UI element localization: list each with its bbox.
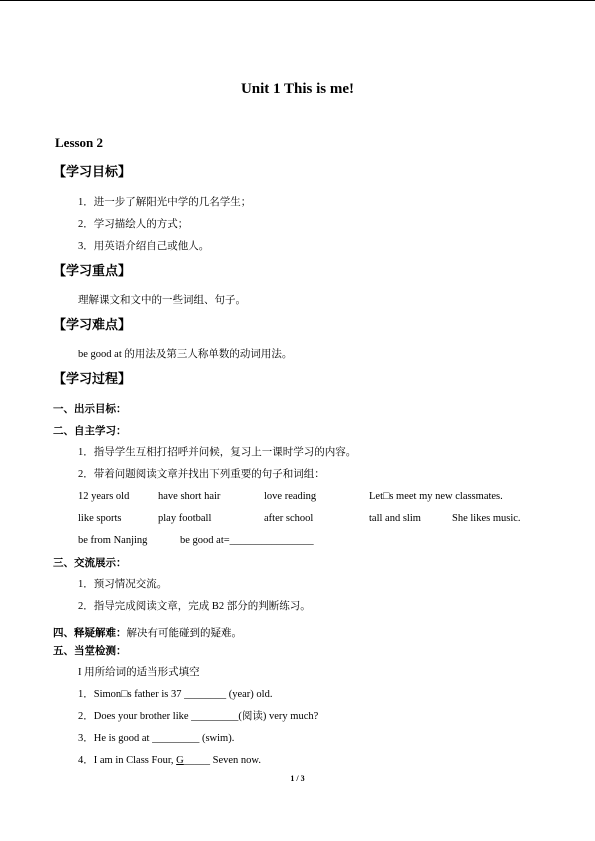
document-title: Unit 1 This is me! [240, 81, 355, 97]
section-2-label: 二、自主学习： [53, 425, 127, 437]
exercise-item [78, 756, 261, 767]
phrase: like sports [78, 513, 122, 524]
lesson-label: Lesson 2 [55, 135, 104, 150]
page-number: 1 / 3 [290, 774, 305, 783]
exercise-item: 3．He is good at _________ (swim). [78, 733, 235, 744]
section-5-label: 五、当堂检测： [53, 645, 127, 657]
section-2-item: 2．带着问题阅读文章并找出下列重要的句子和词组： [78, 469, 325, 480]
exercise-4-prefix: 4．I am in Class Four, [78, 755, 177, 766]
exercise-heading: I 用所给词的适当形式填空 [78, 667, 200, 678]
section-3-item: 1．预习情况交流。 [78, 579, 168, 590]
section-3-item: 2．指导完成阅读文章，完成 B2 部分的判断练习。 [78, 601, 311, 612]
objective-item: 2．学习描绘人的方式； [78, 219, 189, 230]
exercise-4-suffix: _____ Seven now. [183, 755, 261, 766]
exercise-item: 2．Does your brother like _________(阅读) very much? [78, 711, 319, 722]
section-4-label: 四、释疑解难： [53, 627, 127, 639]
section-4-text: 解决有可能碰到的疑难。 [126, 628, 242, 639]
section-1-label: 一、出示目标： [53, 403, 127, 415]
phrase: have short hair [158, 491, 221, 502]
phrase: tall and slim [369, 513, 421, 524]
key-points-text: 理解课文和文中的一些词组、句子。 [78, 295, 246, 306]
top-border-line [0, 0, 595, 1]
phrase: love reading [264, 491, 317, 502]
process-heading: 【学习过程】 [53, 372, 132, 387]
phrase: be from Nanjing [78, 535, 148, 546]
phrase: be good at=________________ [180, 535, 314, 546]
objectives-heading: 【学习目标】 [53, 165, 132, 180]
phrase: 12 years old [78, 491, 130, 502]
phrase: Let□s meet my new classmates. [369, 491, 503, 502]
difficulties-text: be good at 的用法及第三人称单数的动词用法。 [78, 349, 293, 360]
section-2-item: 1．指导学生互相打招呼并问候，复习上一课时学习的内容。 [78, 447, 357, 458]
phrase: She likes music. [452, 513, 521, 524]
objective-item: 1．进一步了解阳光中学的几名学生； [78, 197, 252, 208]
exercise-item: 1．Simon□s father is 37 ________ (year) old. [78, 689, 273, 700]
difficulties-heading: 【学习难点】 [53, 318, 132, 333]
section-3-label: 三、交流展示： [53, 557, 127, 569]
phrase: play football [158, 513, 212, 524]
key-points-heading: 【学习重点】 [53, 264, 132, 279]
section-4-line [53, 624, 242, 640]
objective-item: 3．用英语介绍自己或他人。 [78, 241, 210, 252]
exercise-4-letter: G [176, 755, 184, 766]
phrase: after school [264, 513, 314, 524]
